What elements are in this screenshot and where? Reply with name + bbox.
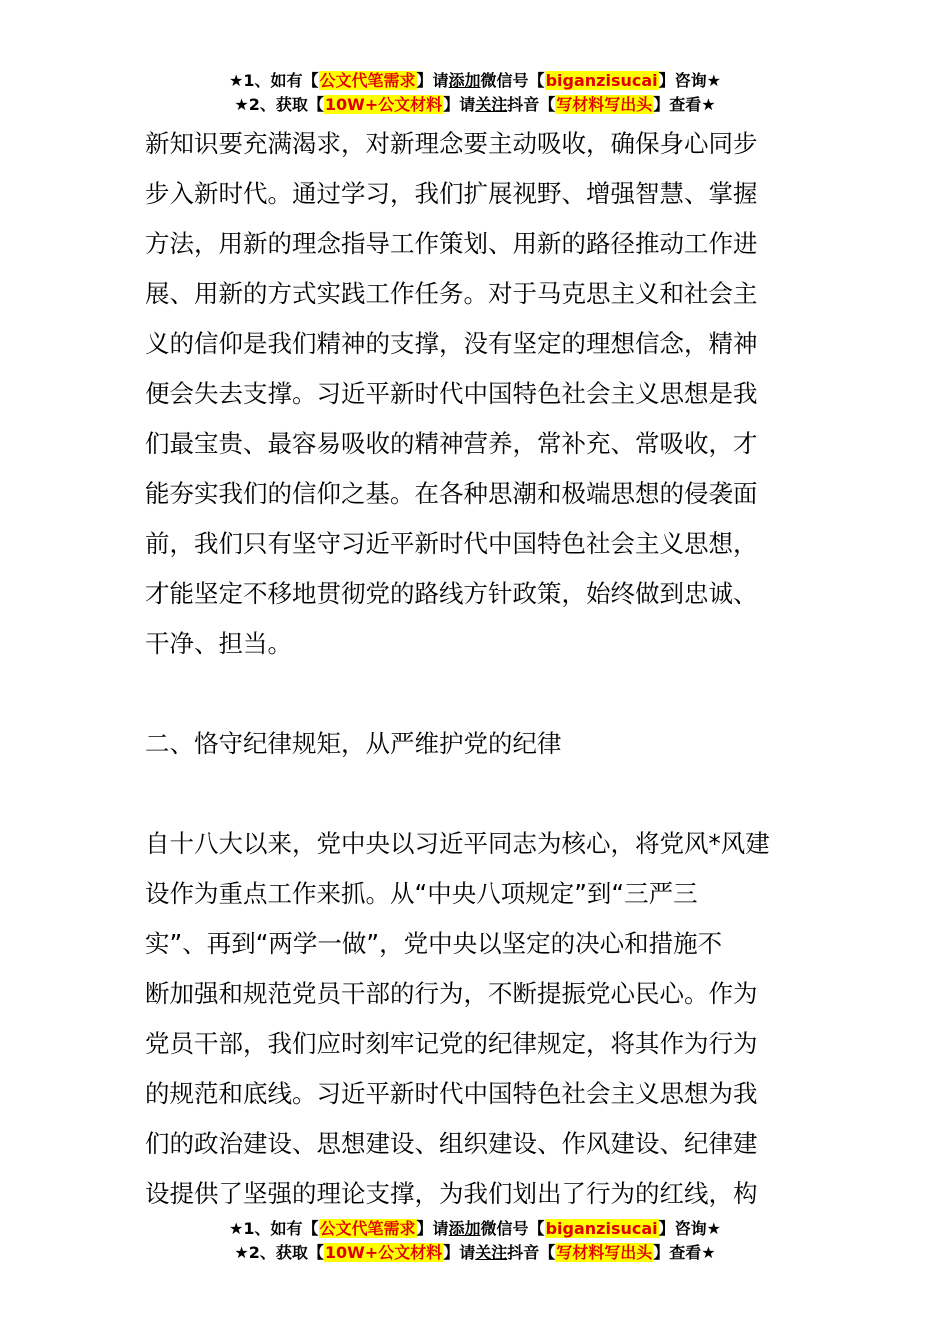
text-line: 设提供了坚强的理论支撑，为我们划出了行为的红线，构 [145,1179,758,1208]
text-line: 才能坚定不移地贯彻党的路线方针政策，始终做到忠诚、 [145,579,758,608]
text-line: 们最宝贵、最容易吸收的精神营养，常补充、常吸收，才 [145,429,758,458]
text-line: 干净、担当。 [145,629,292,658]
highlight-douyin-id: 写材料写出头 [556,95,653,114]
bottom-banner [0,1217,950,1265]
text-line: 前，我们只有坚守习近平新时代中国特色社会主义思想， [145,529,758,558]
banner-text: 】请 [443,95,476,114]
banner-text: 】咨询★ [658,71,721,90]
text-line: 便会失去支撑。习近平新时代中国特色社会主义思想是我 [145,379,758,408]
text-line: 断加强和规范党员干部的行为，不断提振党心民心。作为 [145,979,758,1008]
highlight-materials: 10W+公文材料 [324,1243,443,1262]
highlight-wechat-id: biganzisucai [545,71,658,90]
banner-text: 】咨询★ [658,1219,721,1238]
highlight-douyin-id: 写材料写出头 [556,1243,653,1262]
highlight-service: 公文代笔需求 [319,1219,416,1238]
text-line: 党员干部，我们应时刻牢记党的纪律规定，将其作为行为 [145,1029,758,1058]
underlined-text: 关注 [475,1243,508,1262]
banner-line-2 [0,93,950,117]
banner-text: 】请 [416,71,449,90]
highlight-wechat-id: biganzisucai [545,1219,658,1238]
banner-text: 抖音【 [507,1243,556,1262]
underlined-text: 添加 [448,71,481,90]
paragraph-gap [145,669,807,719]
banner-text: 】请 [443,1243,476,1262]
paragraph-gap [145,769,807,819]
text-line: 设作为重点工作来抓。从“中央八项规定”到“三严三 [145,879,698,908]
text-line: 们的政治建设、思想建设、组织建设、作风建设、纪律建 [145,1129,758,1158]
document-body [145,119,807,1219]
highlight-materials: 10W+公文材料 [324,95,443,114]
paragraph-2 [145,819,807,1219]
banner-text: 微信号【 [480,71,545,90]
text-line: 新知识要充满渴求，对新理念要主动吸收，确保身心同步 [145,129,758,158]
banner-text: 微信号【 [480,1219,545,1238]
paragraph-1 [145,119,807,669]
banner-text: 】查看★ [653,1243,716,1262]
text-line: 的规范和底线。习近平新时代中国特色社会主义思想为我 [145,1079,758,1108]
banner-text: ★2、获取【 [234,1243,324,1262]
banner-text: 】查看★ [653,95,716,114]
banner-text: 】请 [416,1219,449,1238]
highlight-service: 公文代笔需求 [319,71,416,90]
banner-text: ★1、如有【 [229,71,319,90]
banner-text: 抖音【 [507,95,556,114]
text-line: 自十八大以来，党中央以习近平同志为核心，将党风*风建 [145,829,770,858]
text-line: 方法，用新的理念指导工作策划、用新的路径推动工作进 [145,229,758,258]
banner-text: ★1、如有【 [229,1219,319,1238]
banner-line-1 [0,1217,950,1241]
banner-line-2 [0,1241,950,1265]
underlined-text: 关注 [475,95,508,114]
text-line: 义的信仰是我们精神的支撑，没有坚定的理想信念，精神 [145,329,758,358]
text-line: 步入新时代。通过学习，我们扩展视野、增强智慧、掌握 [145,179,758,208]
section-heading: 二、恪守纪律规矩，从严维护党的纪律 [145,729,562,758]
text-line: 实”、再到“两学一做”，党中央以坚定的决心和措施不 [145,929,723,958]
text-line: 展、用新的方式实践工作任务。对于马克思主义和社会主 [145,279,758,308]
underlined-text: 添加 [448,1219,481,1238]
banner-line-1 [0,69,950,93]
top-banner [0,69,950,117]
text-line: 能夯实我们的信仰之基。在各种思潮和极端思想的侵袭面 [145,479,758,508]
banner-text: ★2、获取【 [234,95,324,114]
